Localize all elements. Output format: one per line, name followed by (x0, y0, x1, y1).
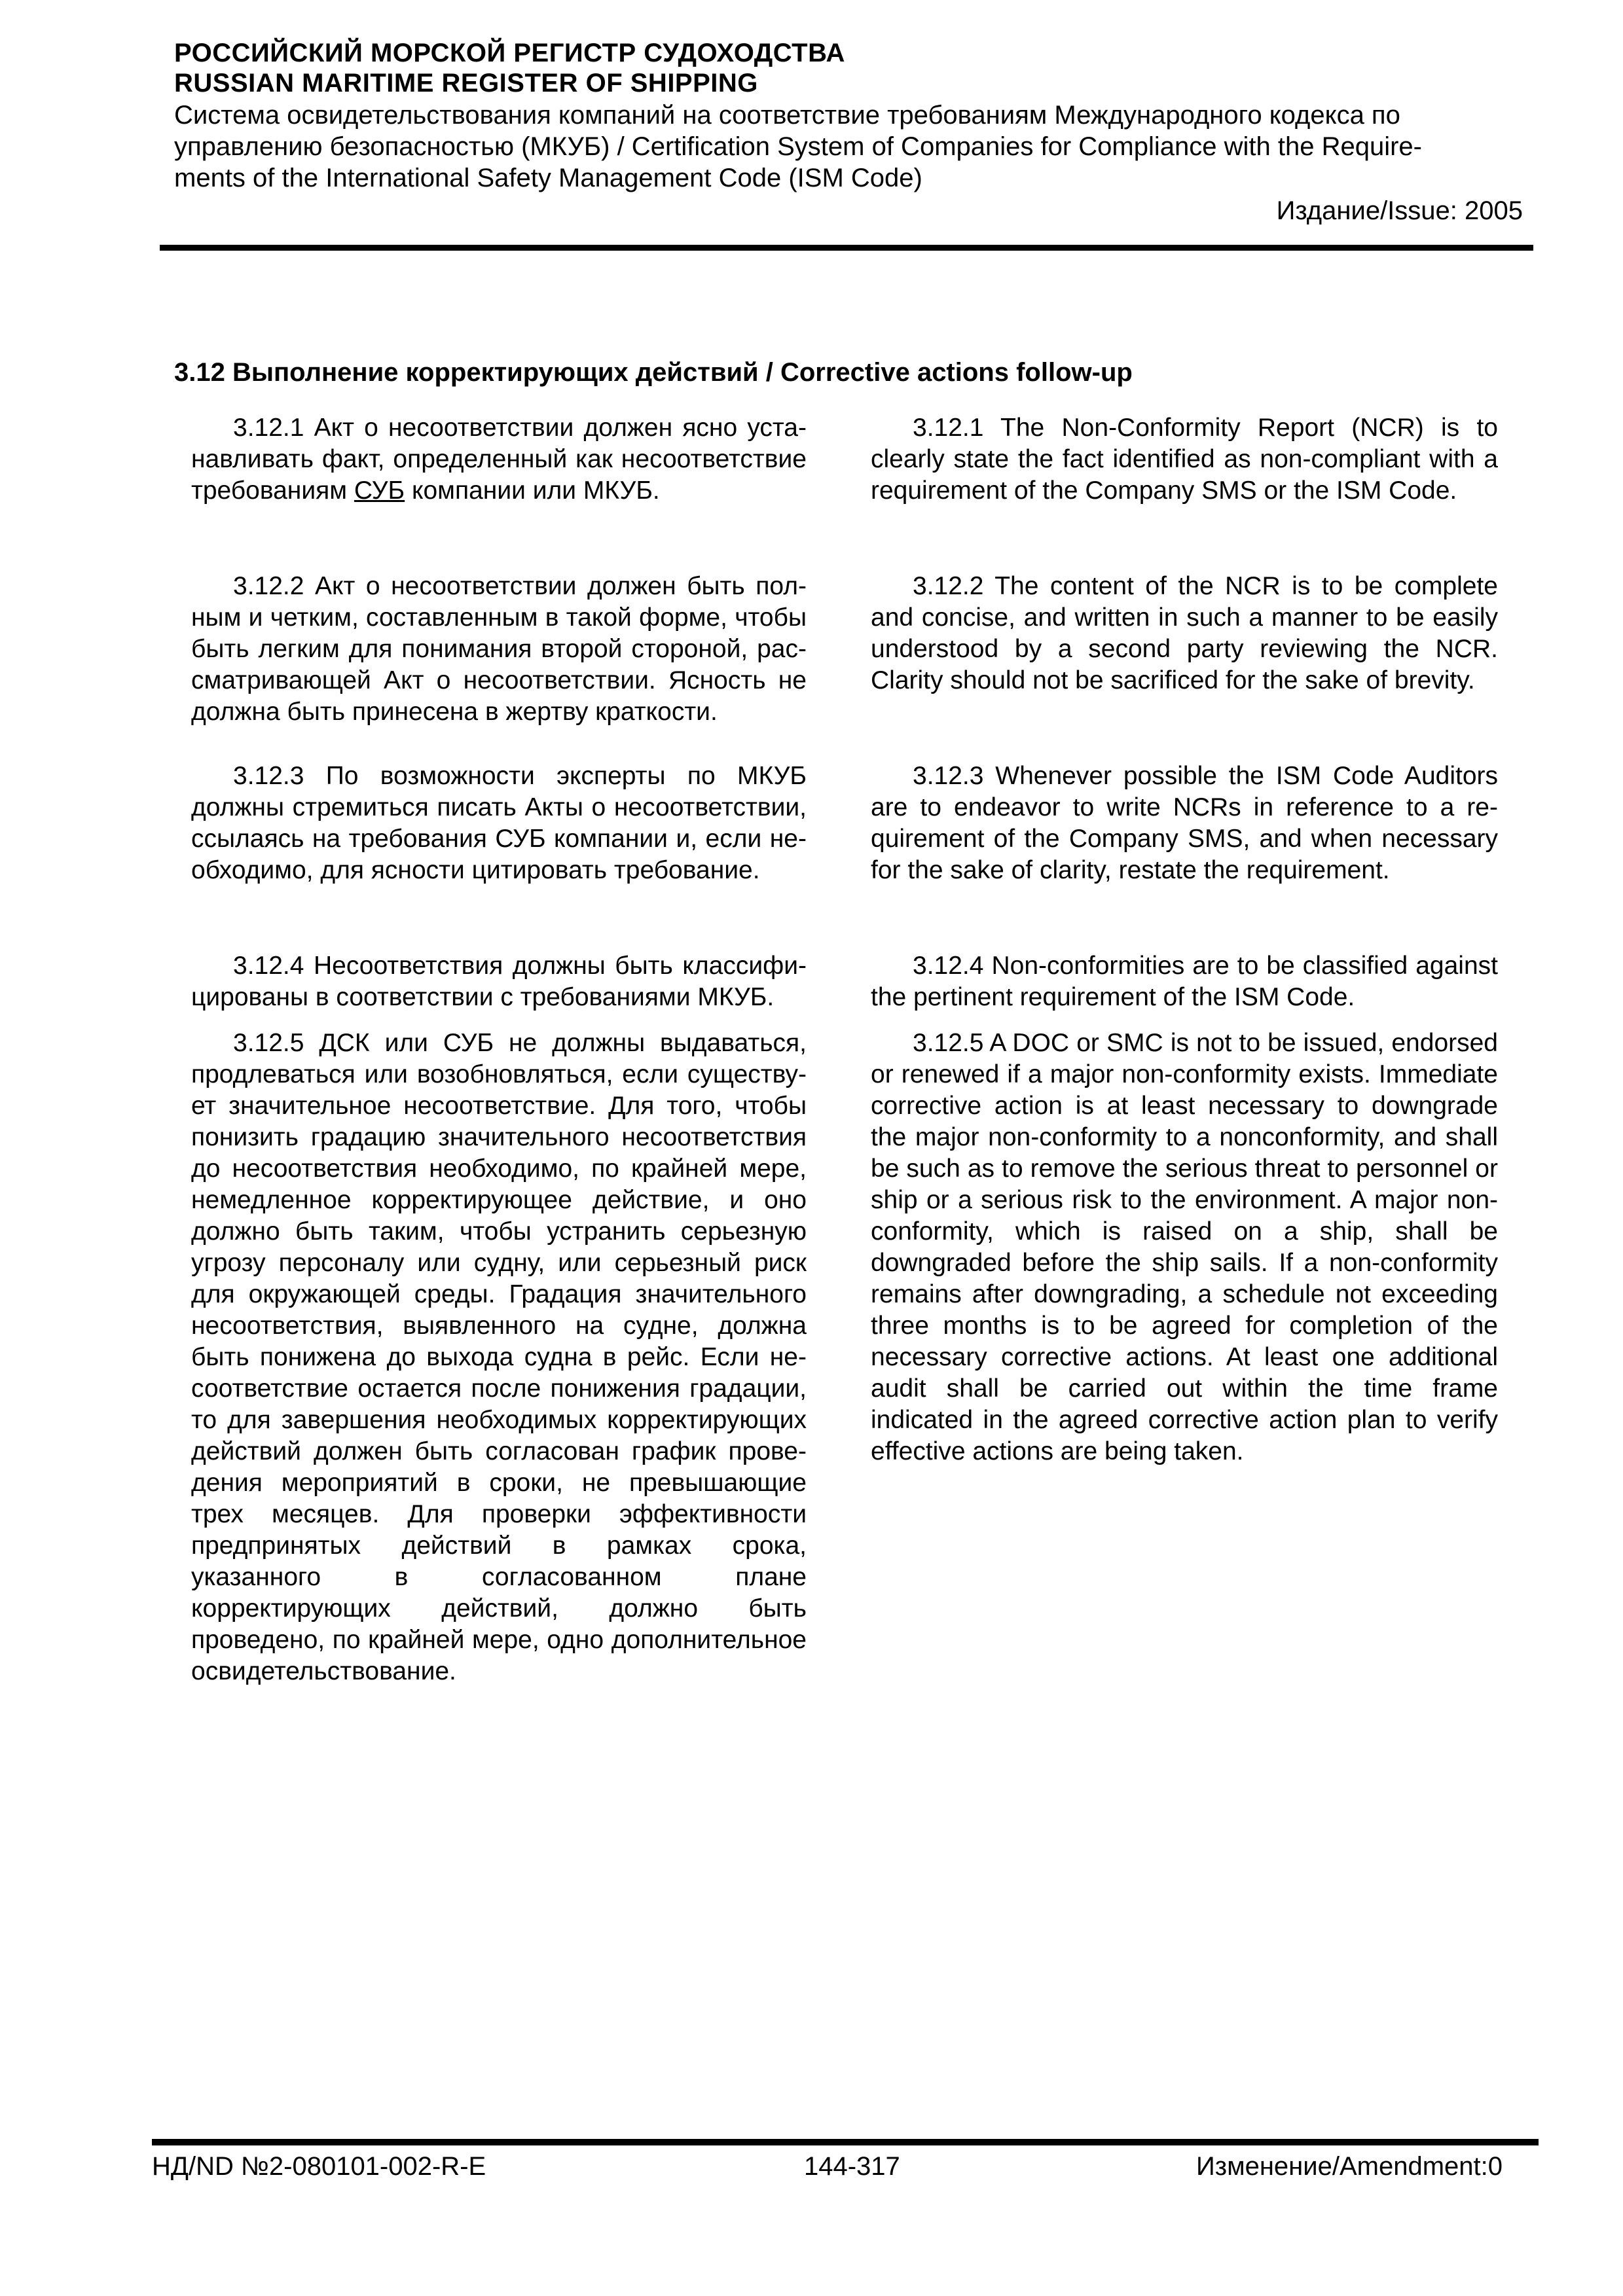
en-p2-text: 3.12.2 The content of the NCR is to be complete and concise, and written in such a manner to be easily understood by a second party reviewing the NCR. Clarity should not be sacrificed for the sake of brevity. (871, 572, 1498, 694)
ru-p1-text: 3.12.1 Акт о несоответствии должен ясно устанавливать факт, определенный как несоответствие требованиям (191, 414, 807, 505)
system-title-line-1: Система освидетельствования компаний на соответствие требованиям Международного кодекса по (174, 101, 1400, 130)
ru-p4-text: 3.12.4 Несоответствия должны быть классифицированы в соответствии с требованиями МКУБ. (191, 952, 807, 1011)
certification-system-title (174, 99, 1523, 194)
en-p3-text: 3.12.3 Whenever possible the ISM Code Auditors are to endeavor to write NCRs in reference to a requirement of the Company SMS, and when necessary for the sake of clarity, restate the requirement. (871, 762, 1498, 884)
amendment-label: Изменение/Amendment:0 (1196, 2152, 1503, 2181)
ru-paragraph-3-12-2 (191, 571, 807, 728)
en-paragraph-3-12-4 (871, 950, 1498, 1013)
footer-divider (152, 2139, 1539, 2145)
ru-paragraph-3-12-4 (191, 950, 807, 1013)
ru-p3-text: 3.12.3 По возможности эксперты по МКУБ должны стремиться писать Акты о несоответствии, ссылаясь на требования СУБ компании и, если необходимо, для ясности цитировать требование. (191, 762, 807, 884)
ru-paragraph-3-12-3 (191, 761, 807, 886)
en-paragraph-3-12-2 (871, 571, 1498, 696)
ru-p5-text: 3.12.5 ДСК или СУБ не должны выдаваться, продлеваться или возобновляться, если существует значительное несоответствие. Для того, чтобы понизить градацию значительного несоответствия до несоответствия необходимо, по крайней мере, немедленное корректирующее действие, и оно должно быть таким, чтобы устранить серьезную угрозу персоналу или судну, или серьезный риск для окружающей среды. Градация значительного несоответствия, выявленного на судне, должна быть понижена до выхода судна в рейс. Если несоответствие остается после понижения градации, то для завершения необходимых корректирующих действий должен быть согласован график проведения мероприятий в сроки, не превышающие трех месяцев. Для проверки эффективности предпринятых действий в рамках срока, указанного в согласованном плане корректирующих действий, должно быть проведено, по крайней мере, одно дополнительное освидетельствование. (191, 1029, 807, 1685)
section-heading: 3.12 Выполнение корректирующих действий / Corrective actions follow-up (174, 358, 1133, 387)
en-paragraph-3-12-1 (871, 412, 1498, 507)
document-number: НД/ND №2-080101-002-R-E (152, 2152, 486, 2181)
page-number: 144-317 (804, 2152, 900, 2181)
page-header (174, 38, 1523, 225)
en-p5-text: 3.12.5 A DOC or SMC is not to be issued, endorsed or renewed if a major non-conformity exists. Immediate corrective action is at least necessary to downgrade the major non-conformity to a nonconformity, and shall be such as to remove the serious threat to personnel or ship or a serious risk to the environment. A major non-conformity, which is raised on a ship, shall be downgraded before the ship sails. If a non-conformity remains after downgrading, a schedule not exceeding three months is to be agreed for completion of the necessary corrective actions. At least one additional audit shall be carried out within the time frame indicated in the agreed corrective action plan to verify effective actions are being taken. (871, 1029, 1498, 1465)
ru-p2-text: 3.12.2 Акт о несоответствии должен быть полным и четким, составленным в такой форме, чтобы быть легким для понимания второй стороной, рассматривающей Акт о несоответствии. Ясность не должна быть принесена в жертву краткости. (191, 572, 807, 726)
en-paragraph-3-12-3 (871, 761, 1498, 886)
system-title-line-2: управлению безопасностью (МКУБ) / Certification System of Companies for Compliance with the Require- (174, 132, 1422, 161)
en-p4-text: 3.12.4 Non-conformities are to be classified against the pertinent requirement of the ISM Code. (871, 952, 1498, 1011)
organization-name-en: RUSSIAN MARITIME REGISTER OF SHIPPING (174, 69, 758, 98)
en-paragraph-3-12-5 (871, 1028, 1498, 1467)
ru-paragraph-3-12-5 (191, 1028, 807, 1687)
issue-label: Издание/Issue: 2005 (1276, 196, 1523, 225)
organization-name-ru: РОССИЙСКИЙ МОРСКОЙ РЕГИСТР СУДОХОДСТВА (174, 39, 845, 67)
ru-p1-text-end: компании или МКУБ. (405, 476, 660, 505)
header-divider (160, 245, 1533, 251)
en-p1-text: 3.12.1 The Non-Conformity Report (NCR) is to clearly state the fact identified as non-compliant with a requirement of the Company SMS or the ISM Code. (871, 414, 1498, 505)
system-title-line-3: ments of the International Safety Management Code (ISM Code) (174, 164, 922, 192)
ru-paragraph-3-12-1 (191, 412, 807, 507)
ru-p1-underlined-sms: СУБ (354, 476, 405, 505)
